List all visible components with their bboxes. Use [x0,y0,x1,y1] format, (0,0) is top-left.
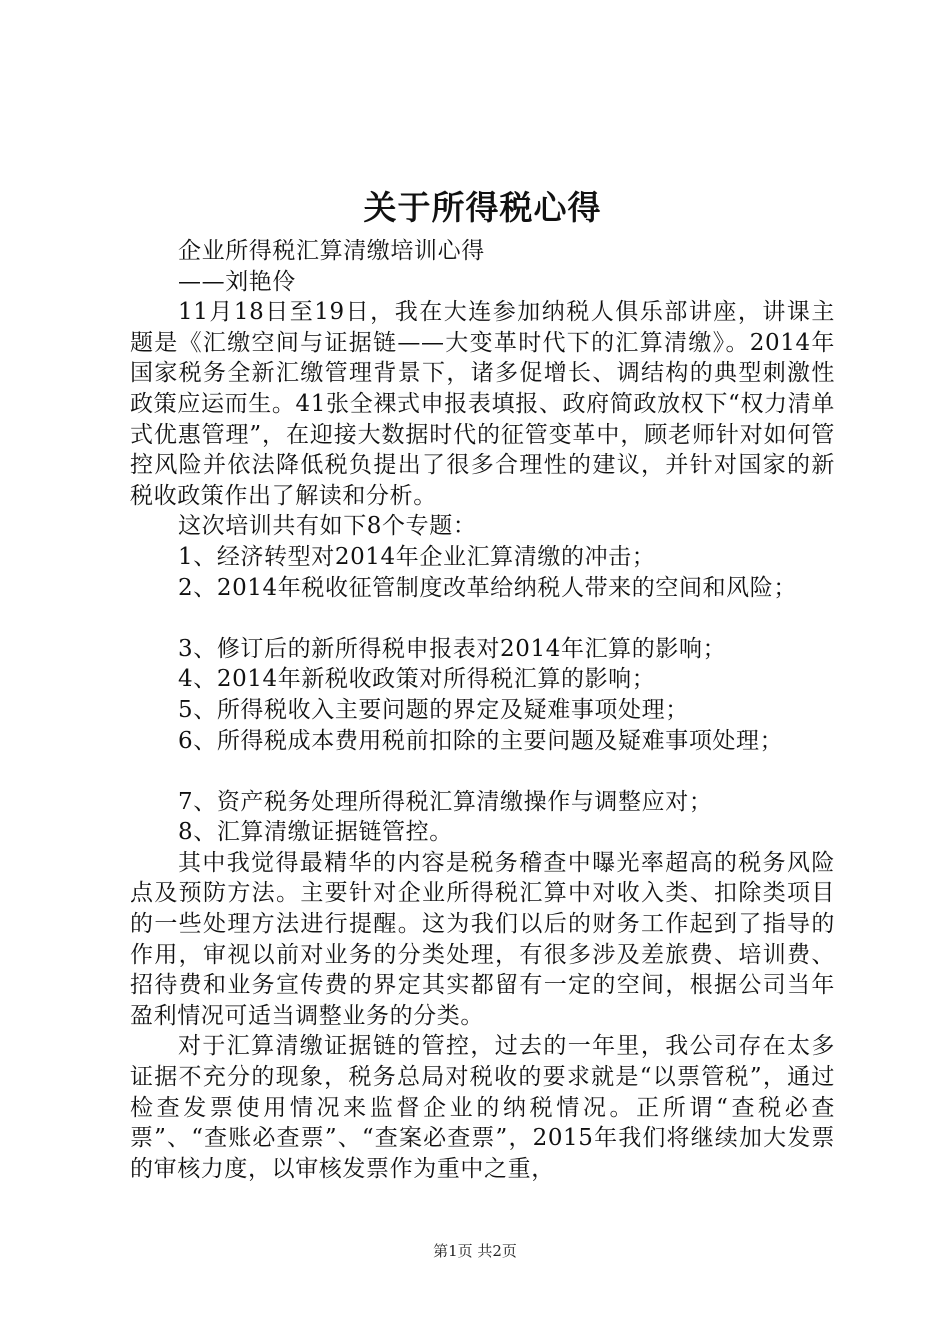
topic-item-8: 8、汇算清缴证据链管控。 [178,819,453,846]
topic-item-7: 7、资产税务处理所得税汇算清缴操作与调整应对； [178,788,713,815]
topic-item-6: 6、所得税成本费用税前扣除的主要问题及疑难事项处理； [178,727,784,754]
document-title: 关于所得税心得 [363,188,602,227]
document-body [130,236,835,1184]
topic-item-1: 1、经济转型对2014年企业汇算清缴的冲击； [178,543,656,570]
blank-line [130,756,835,787]
paragraph-intro: 11月18日至19日，我在大连参加纳税人俱乐部讲座，讲课主题是《汇缴空间与证据链——大变革时代下的汇算清缴》。2014年国家税务全新汇缴管理背景下，诸多促增长、调结构的典型刺激性政策应运而生。41张全裸式申报表填报、政府简政放权下“权力清单式优惠管理”，在迎接大数据时代的征管变革中，顾老师针对如何管控风险并依法降低税负提出了很多合理性的建议，并针对国家的新税收政策作出了解读和分析。 [130,299,835,509]
topic-item-5: 5、所得税收入主要问题的界定及疑难事项处理； [178,696,689,723]
topic-item-4: 4、2014年新税收政策对所得税汇算的影响； [178,666,656,693]
paragraph-topics-lead: 这次培训共有如下8个专题： [178,513,477,540]
topic-item-2: 2、2014年税收征管制度改革给纳税人带来的空间和风险； [178,574,797,601]
blank-line [130,603,835,634]
page-footer: 第1页 共2页 [433,1242,517,1260]
subtitle: 企业所得税汇算清缴培训心得 [178,238,485,264]
topic-item-3: 3、修订后的新所得税申报表对2014年汇算的影响； [178,635,727,662]
paragraph-evidence-chain: 对于汇算清缴证据链的管控，过去的一年里，我公司存在太多证据不充分的现象，税务总局对税收的要求就是“以票管税”，通过检查发票使用情况来监督企业的纳税情况。正所谓“查税必查票”、“查账必查票”、“查案必查票”，2015年我们将继续加大发票的审核力度，以审核发票作为重中之重， [130,1033,835,1182]
paragraph-highlight: 其中我觉得最精华的内容是税务稽查中曝光率超高的税务风险点及预防方法。主要针对企业所得税汇算中对收入类、扣除类项目的一些处理方法进行提醒。这为我们以后的财务工作起到了指导的作用，审视以前对业务的分类处理，有很多涉及差旅费、培训费、招待费和业务宣传费的界定其实都留有一定的空间，根据公司当年盈利情况可适当调整业务的分类。 [130,849,835,1029]
author-line: ——刘艳伶 [178,268,296,295]
document-page [130,0,835,1344]
